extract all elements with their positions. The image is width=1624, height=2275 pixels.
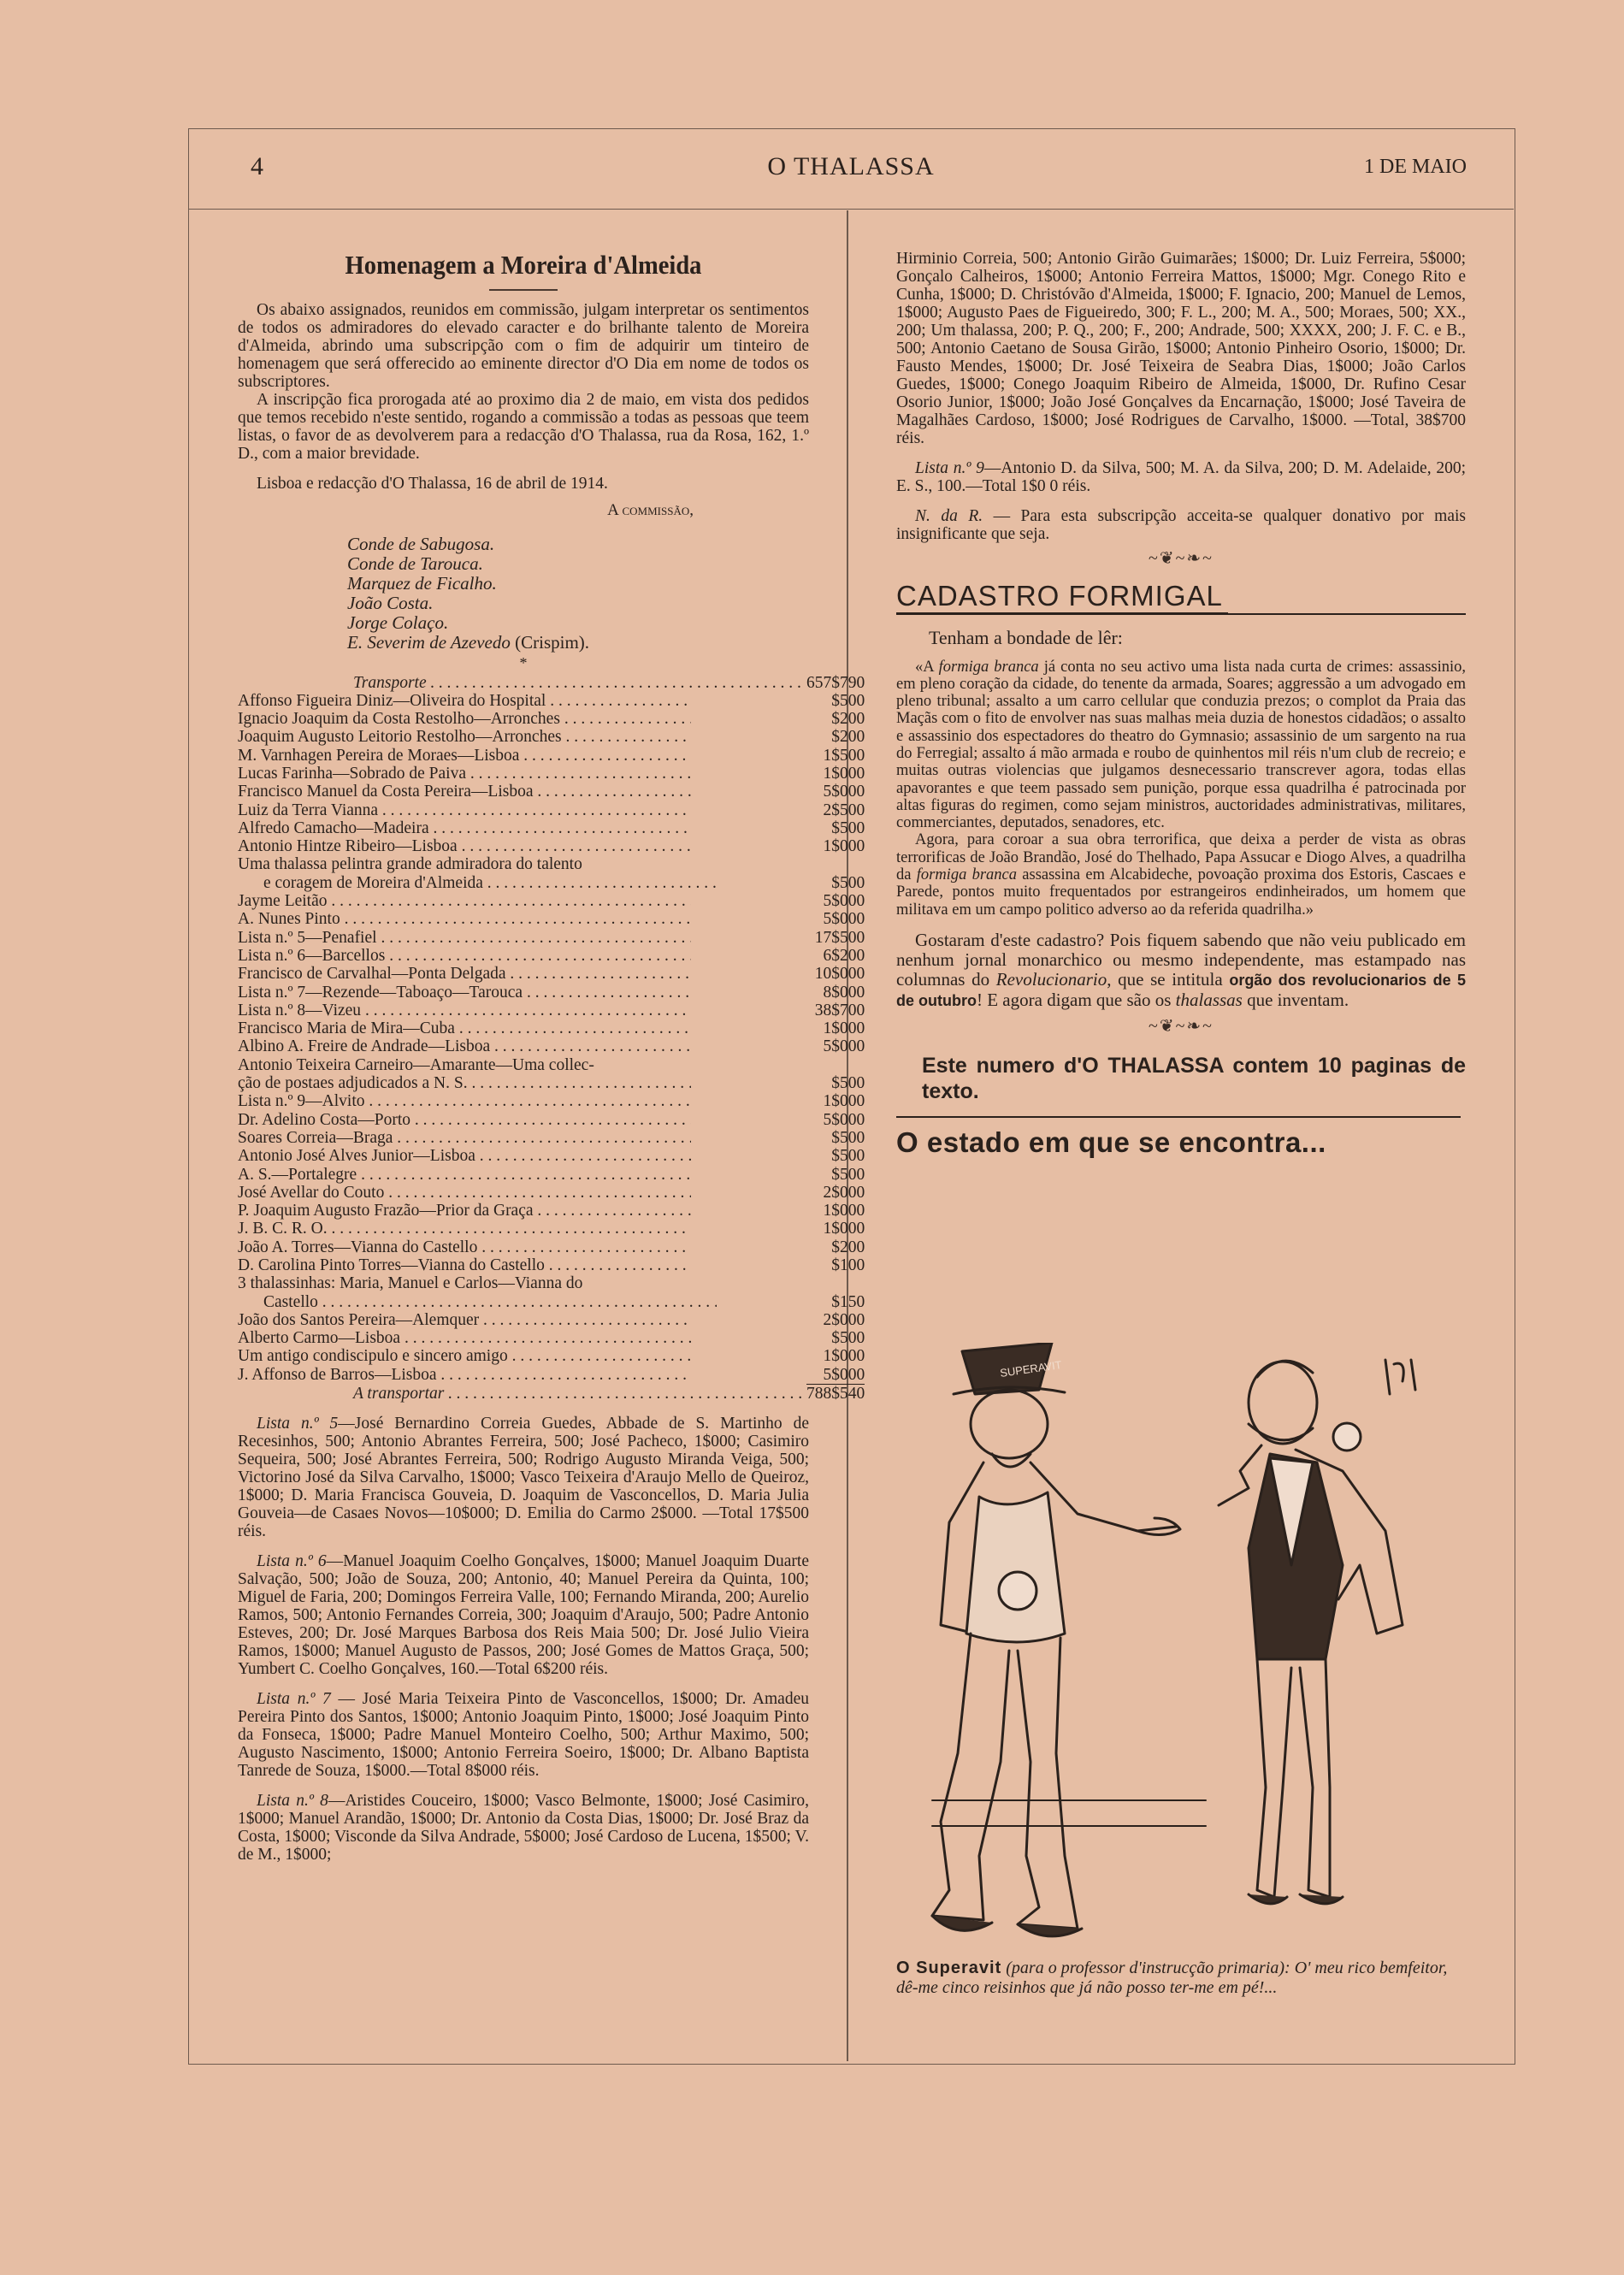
ledger-amount: $500 bbox=[831, 1165, 865, 1184]
cadastro-subtitle: Tenham a bondade de lêr: bbox=[929, 626, 1123, 648]
gost-c: ! E agora digam que são os bbox=[976, 989, 1176, 1010]
lista-9-label: Lista n.º 9 bbox=[915, 459, 984, 477]
ledger-amount: $500 bbox=[831, 1329, 865, 1348]
lista-6-label: Lista n.º 6 bbox=[257, 1552, 327, 1571]
ledger-name: João A. Torres—Vianna do Castello bbox=[238, 1238, 478, 1256]
ledger-row bbox=[238, 892, 865, 910]
ledger-amount: 5$000 bbox=[823, 892, 865, 911]
right-column bbox=[896, 250, 1467, 1158]
ledger-amount: 38$700 bbox=[814, 1001, 865, 1019]
ledger-amount bbox=[806, 1274, 865, 1292]
ledger-name: Lista n.º 9—Alvito bbox=[238, 1092, 365, 1111]
ledger-name: 3 thalassinhas: Maria, Manuel e Carlos—Vianna do bbox=[238, 1274, 583, 1293]
commission-label: A commissão, bbox=[607, 500, 694, 519]
ledger-row bbox=[238, 947, 865, 965]
ledger-row bbox=[238, 1274, 865, 1292]
ledger-name: Francisco Maria de Mira—Cuba bbox=[238, 1019, 455, 1038]
ledger-amount bbox=[806, 855, 865, 873]
ledger-amount: 1$000 bbox=[823, 1019, 865, 1038]
lista-7-text: — José Maria Teixeira Pinto de Vasconcellos, 1$000; Dr. Amadeu Pereira Pinto dos Santos, 1$000; Antonio Joaquim Pinto, 1$000; José Joaquim Pinto da Fonseca, 1$000; Padre Manuel Monteiro Coelho, 500; Arthur Maximo, 500; Augusto Nascimento, 1$000; Antonio Ferreira Soeiro, 1$000; Dr. Albano Baptista Tanrede de Souza, 1$000.—Total 8$000 réis. bbox=[238, 1690, 809, 1781]
pages-notice: Este numero d'O THALASSA contem 10 paginas de texto. bbox=[922, 1053, 1466, 1103]
ledger-row bbox=[238, 1111, 865, 1129]
ledger-name: ção de postaes adjudicados a N. S. bbox=[238, 1074, 468, 1093]
ledger-name: P. Joaquim Augusto Frazão—Prior da Graça bbox=[238, 1202, 534, 1220]
ledger-amount: 2$000 bbox=[823, 1310, 865, 1329]
ledger-name: Soares Correia—Braga bbox=[238, 1128, 393, 1147]
ledger-row bbox=[238, 965, 865, 983]
ledger-amount: $500 bbox=[831, 1128, 865, 1147]
cartoon-hat-label: SUPERAVIT bbox=[999, 1357, 1063, 1380]
ledger-name: Dr. Adelino Costa—Porto bbox=[238, 1110, 411, 1129]
signatory: Marquez de Ficalho. bbox=[347, 572, 497, 594]
page-number: 4 bbox=[251, 152, 263, 180]
ledger-row bbox=[238, 783, 865, 801]
ledger-amount: $150 bbox=[831, 1292, 865, 1311]
article-heading: Homenagem a Moreira d'Almeida bbox=[345, 250, 702, 280]
ledger-name: Um antigo condiscipulo e sincero amigo bbox=[238, 1347, 508, 1366]
lista-7-label: Lista n.º 7 bbox=[257, 1690, 331, 1709]
lista-9-paragraph bbox=[896, 459, 1466, 495]
lista-7-paragraph bbox=[238, 1690, 809, 1780]
ledger-amount: $200 bbox=[831, 710, 865, 729]
cadastro-quote-2 bbox=[896, 831, 1466, 918]
lista-6-paragraph bbox=[238, 1552, 809, 1678]
ledger-name: Antonio Teixeira Carneiro—Amarante—Uma collec- bbox=[238, 1055, 594, 1074]
caption-text: (para o professor d'instrucção primaria): O' meu rico bemfeitor, dê-me cinco reisinhos que já não posso ter-me em pé!... bbox=[896, 1959, 1448, 1997]
a-transportar-label: A transportar bbox=[353, 1385, 445, 1403]
ledger-name: D. Carolina Pinto Torres—Vianna do Castello bbox=[238, 1256, 545, 1274]
signatory: Conde de Tarouca. bbox=[347, 552, 483, 574]
ledger-amount: 5$000 bbox=[823, 910, 865, 929]
cartoon-caption bbox=[896, 1959, 1469, 1998]
ledger-amount: 17$500 bbox=[814, 928, 865, 947]
ornament-divider: ~❦~❧~ bbox=[1149, 549, 1214, 568]
gost-d: que inventam. bbox=[1242, 989, 1349, 1010]
ledger-amount: 8$000 bbox=[823, 983, 865, 1002]
ledger-row bbox=[238, 1002, 865, 1019]
ledger-amount: 5$000 bbox=[823, 1037, 865, 1056]
ledger-row bbox=[238, 1202, 865, 1220]
ledger-row bbox=[238, 1074, 865, 1092]
a-transportar-row bbox=[238, 1385, 865, 1403]
ledger-row bbox=[238, 1056, 865, 1074]
ledger-name: Alberto Carmo—Lisboa bbox=[238, 1329, 401, 1348]
ledger-amount: $500 bbox=[831, 1147, 865, 1166]
ledger-name: Castello bbox=[263, 1292, 318, 1311]
lista-5-paragraph bbox=[238, 1415, 809, 1540]
signatory: Jorge Colaço. bbox=[347, 612, 449, 633]
ledger-row bbox=[238, 1147, 865, 1165]
quote-open: «A bbox=[915, 658, 939, 676]
heading-rule bbox=[489, 289, 558, 291]
ledger-row bbox=[238, 910, 865, 928]
caption-name: O Superavit bbox=[896, 1959, 1002, 1977]
ledger-name: J. B. C. R. O. bbox=[238, 1220, 328, 1238]
cadastro-rule bbox=[896, 613, 1466, 615]
lista-8-paragraph bbox=[238, 1792, 809, 1864]
ledger-row bbox=[238, 1166, 865, 1184]
ledger-row bbox=[238, 765, 865, 783]
signatory bbox=[347, 633, 809, 653]
ledger-amount: 1$500 bbox=[823, 746, 865, 765]
transporte-label: Transporte bbox=[353, 673, 427, 692]
ledger-amount: $200 bbox=[831, 1238, 865, 1256]
commentary-paragraph bbox=[896, 931, 1466, 1011]
ledger-row bbox=[238, 1238, 865, 1256]
ledger-row bbox=[238, 692, 865, 710]
ledger-name: J. Affonso de Barros—Lisboa bbox=[238, 1366, 437, 1385]
lista-8-continuation: Hirminio Correia, 500; Antonio Girão Guimarães; 1$000; Dr. Luiz Ferreira, 5$000; Gonçalo Calheiros, 1$000; Antonio Ferreira Mattos, 1$000; Mgr. Conego Rito e Cunha, 1$000; D. Christóvão d'Almeida, 1$000; F. Ignacio, 200; Manuel de Lemos, 1$000; Augusto Paes de Figueiredo, 300; F. L., 200; M. A., 500; Moraes, 500; XX., 200; Um thalassa, 200; P. Q., 200; F., 200; Andrade, 500; XXXX, 200; J. F. C. e B., 500; Antonio Caetano de Sousa Girão, 1$000; Antonio Pinheiro Osorio, 1$000; Dr. Fausto Mendes, 1$000; Dr. José Teixeira de Seabra Dias, 1$000; João Carlos Guedes, 1$000; Conego Joaquim Ribeiro de Almeida, 1$000, Dr. Rufino Cesar Osorio Junior, 1$000; João José Gonçalves da Encarnação, 1$000; José Taveira de Magalhães Cardoso, 1$000; José Rodrigues de Carvalho, 1$000. —Total, 38$700 réis. bbox=[896, 250, 1466, 447]
quote-body: já conta no seu activo uma lista nada curta de crimes: assassinio, em pleno coração da cidade, do tenente da armada, Soares; aggressão a um advogado em pleno tribunal; assalto a um carro cellular que conduzia prezos; o complot da Praia das Maçãs com o fito de envolver nas suas malhas meia duzia de honestos cidadãos; o assalto e assassinio dos espectadores do theatro do Gymnasio; assassinio de um sargento na rua do Ferregial; assalto á mão armada e roubo de quinhentos mil réis n'um club de recreio; e muitas outras violencias que julgamos desnecessario transcrever agora, todas ellas apavorantes e que teem passado sem punição, porque essa quadrilha é patrocinada por altas figuras do regimen, como sejam ministros, auctoridades administrativas, militares, commerciantes, deputados, senadores, etc. bbox=[896, 658, 1467, 832]
ledger-row bbox=[238, 1220, 865, 1238]
ledger-name: João dos Santos Pereira—Alemquer bbox=[238, 1310, 480, 1329]
ledger-amount bbox=[806, 1056, 865, 1074]
signatories-list bbox=[238, 535, 809, 653]
ledger-name: Lista n.º 7—Rezende—Taboaço—Tarouca bbox=[238, 983, 523, 1002]
ledger-row bbox=[238, 1037, 865, 1055]
editor-note-label: N. da R. bbox=[915, 507, 983, 525]
ledger-amount: $500 bbox=[831, 691, 865, 710]
ledger-row bbox=[238, 984, 865, 1002]
ledger-row bbox=[238, 1311, 865, 1329]
lista-6-text: —Manuel Joaquim Coelho Gonçalves, 1$000; Manuel Joaquim Duarte Salvação, 500; João de Souza, 200; Antonio, 40; Manuel Pereira da Quinta, 100; Miguel de Faria, 200; Domingos Ferreira Valle, 100; Fernando Miranda, 200; Aurelio Ramos, 500; Antonio Fernandes Correia, 300; Joaquim d'Araujo, 500; Padre Antonio Esteves, 200; Dr. José Marques Barbosa dos Reis Maia 500; Dr. José Julio Vieira Ramos, 1$000; Manuel Augusto de Passos, 200; José Gomes de Mattos Graça, 500; Yumbert C. Coelho Gonçalves, 160.—Total 6$200 réis. bbox=[238, 1552, 809, 1679]
cartoon-title: O estado em que se encontra... bbox=[896, 1126, 1326, 1158]
ledger-amount: $500 bbox=[831, 818, 865, 837]
ledger-name: Francisco Manuel da Costa Pereira—Lisboa bbox=[238, 783, 534, 801]
editor-note-text: — Para esta subscripção acceita-se qualquer donativo por mais insignificante que seja. bbox=[896, 507, 1466, 543]
ledger-amount: $500 bbox=[831, 1074, 865, 1093]
signatory-name: E. Severim de Azevedo bbox=[347, 631, 511, 653]
ledger-name: Antonio Hintze Ribeiro—Lisboa bbox=[238, 837, 458, 856]
ledger-row bbox=[238, 1092, 865, 1110]
gost-italic-2: thalassas bbox=[1175, 989, 1243, 1010]
signatory: João Costa. bbox=[347, 592, 434, 613]
transporte-row bbox=[238, 674, 865, 692]
ledger-name: Lucas Farinha—Sobrado de Paiva bbox=[238, 764, 466, 783]
ledger-row bbox=[238, 1293, 865, 1311]
ledger-row bbox=[238, 1366, 865, 1385]
ledger-name: M. Varnhagen Pereira de Moraes—Lisboa bbox=[238, 746, 520, 765]
ledger-row bbox=[238, 801, 865, 819]
ledger-amount: 1$000 bbox=[823, 1202, 865, 1220]
lista-8-text: —Aristides Couceiro, 1$000; Vasco Belmonte, 1$000; José Casimiro, 1$000; Manuel Arandão, 1$000; Dr. Antonio da Costa Dias, 1$000; Dr. José Braz da Costa, 1$000; Visconde da Silva Andrade, 5$000; José Cardoso de Lucena, 1$500; V. de M., 1$000; bbox=[238, 1792, 809, 1864]
ledger-name: A. S.—Portalegre bbox=[238, 1165, 357, 1184]
ledger-row bbox=[238, 710, 865, 728]
gost-b: , que se intitula bbox=[1107, 968, 1230, 990]
ledger-name: Albino A. Freire de Andrade—Lisboa bbox=[238, 1037, 491, 1056]
ledger-name: A. Nunes Pinto bbox=[238, 910, 340, 929]
ledger-amount: 2$000 bbox=[823, 1183, 865, 1202]
ledger-amount: 1$000 bbox=[823, 1220, 865, 1238]
ledger-row bbox=[238, 837, 865, 855]
issue-date: 1 DE MAIO bbox=[1364, 156, 1467, 178]
ledger-row bbox=[238, 1129, 865, 1147]
date-line: Lisboa e redacção d'O Thalassa, 16 de abril de 1914. bbox=[257, 474, 608, 493]
editor-note bbox=[896, 507, 1466, 543]
ledger-amount: 1$000 bbox=[823, 1347, 865, 1366]
ledger-row bbox=[238, 874, 865, 892]
quote2-b: assassina em Alcabideche, povoação proxima dos Estoris, Cascaes e Parede, pontos muito frequentados por estrangeiros endinheirados, um homem que militava em um campo politico adverso ao da referida quadrilha.» bbox=[896, 866, 1466, 919]
quote-italic: formiga branca bbox=[938, 658, 1039, 676]
ledger-name: Lista n.º 6—Barcellos bbox=[238, 946, 386, 965]
ledger-row bbox=[238, 1329, 865, 1347]
ledger-amount: 5$000 bbox=[823, 1110, 865, 1129]
ledger-row bbox=[238, 855, 865, 873]
ledger-name: Lista n.º 8—Vizeu bbox=[238, 1001, 362, 1019]
ledger-name: Affonso Figueira Diniz—Oliveira do Hospital bbox=[238, 691, 546, 710]
ledger-name: Joaquim Augusto Leitorio Restolho—Arronches bbox=[238, 728, 562, 747]
ledger-name: Francisco de Carvalhal—Ponta Delgada bbox=[238, 965, 506, 984]
ledger-row bbox=[238, 929, 865, 947]
ledger-row bbox=[238, 819, 865, 837]
ledger-amount: 6$200 bbox=[823, 946, 865, 965]
ledger-row bbox=[238, 1256, 865, 1274]
extension-paragraph: A inscripção fica prorogada até ao proximo dia 2 de maio, em vista dos pedidos que temos recebido n'este sentido, rogando a commissão a todas as pessoas que teem listas, o favor de as devolverem para a redacção d'O Thalassa, rua da Rosa, 162, 1.º D., com a maior brevidade. bbox=[238, 390, 809, 463]
ledger-amount: 5$000 bbox=[823, 1365, 865, 1384]
ledger-row bbox=[238, 1347, 865, 1365]
ledger-name: Ignacio Joaquim da Costa Restolho—Arronches bbox=[238, 710, 560, 729]
ledger-name: Alfredo Camacho—Madeira bbox=[238, 818, 429, 837]
lista-5-text: —José Bernardino Correia Guedes, Abbade de S. Martinho de Recesinhos, 500; Antonio Abrantes Ferreira, 500; José Pacheco, 1$000; Casimiro Sequeira, 500; José Abrantes Ferreira, 500; Rodrigo Augusto Miranda Veiga, 500; Victorino José da Silva Carvalho, 1$000; Vasco Teixeira d'Araujo Mello de Queiroz, 1$000; D. Maria Francisca Gouveia, D. Joaquim de Vasconcellos, D. Maria Julia Gouveia—de Casaes Novos—10$000; D. Emilia do Carmo 2$000. —Total 17$500 réis. bbox=[238, 1415, 809, 1541]
ledger-amount: 5$000 bbox=[823, 783, 865, 801]
signatory-pseudonym: (Crispim). bbox=[515, 631, 590, 653]
gost-italic: Revolucionario bbox=[995, 968, 1107, 990]
ledger-amount: $500 bbox=[831, 873, 865, 892]
transporte-value: 657$790 bbox=[806, 673, 865, 692]
ledger-name: Luiz da Terra Vianna bbox=[238, 801, 379, 819]
newspaper-title: O THALASSA bbox=[767, 152, 935, 180]
ledger-amount: 1$000 bbox=[823, 1092, 865, 1111]
ledger-name: Jayme Leitão bbox=[238, 892, 328, 911]
intro-paragraph: Os abaixo assignados, reunidos em commissão, julgam interpretar os sentimentos de todos os admiradores do elevado caracter e do brilhante talento de Moreira d'Almeida, abrindo uma subscripção com o fim de adquirir um tinteiro de homenagem que será offerecido ao eminente director d'O Dia em nome de todos os subscriptores. bbox=[238, 300, 809, 391]
ledger-name: Uma thalassa pelintra grande admiradora do talento bbox=[238, 855, 582, 874]
page-header bbox=[188, 128, 1514, 210]
quote2-italic: formiga branca bbox=[916, 866, 1018, 884]
lista-8-label: Lista n.º 8 bbox=[257, 1792, 328, 1811]
ledger-row bbox=[238, 728, 865, 746]
ledger-name: José Avellar do Couto bbox=[238, 1183, 385, 1202]
gost-a: Gostaram d'este cadastro? Pois fiquem sabendo que não veiu publicado em nenhum jornal monarchico ou mesmo independente, mas estampado nas columnas do bbox=[896, 929, 1466, 990]
left-column bbox=[238, 250, 865, 1864]
ledger-amount: 1$000 bbox=[823, 764, 865, 783]
lista-9-text: —Antonio D. da Silva, 500; M. A. da Silva, 200; D. M. Adelaide, 200; E. S., 100.—Total 1$0 0 réis. bbox=[896, 459, 1466, 495]
subscription-ledger bbox=[238, 674, 865, 1403]
lista-5-label: Lista n.º 5 bbox=[257, 1415, 339, 1433]
notice-rule bbox=[896, 1116, 1461, 1118]
quote2-a: Agora, para coroar a sua obra terrorifica, que deixa a perder de vista as obras terrorificas de João Brandão, José do Thelhado, Papa Assucar e Diogo Alves, a quadrilha da bbox=[896, 831, 1466, 884]
gost-bold: orgão dos revolucionarios de 5 de outubro bbox=[896, 971, 1466, 1009]
ledger-amount: 10$000 bbox=[814, 965, 865, 984]
ledger-row bbox=[238, 1019, 865, 1037]
a-transportar-value: 788$540 bbox=[806, 1385, 865, 1403]
cadastro-quote bbox=[896, 659, 1466, 832]
cadastro-title: CADASTRO FORMIGAL bbox=[896, 580, 1228, 613]
ledger-name: e coragem de Moreira d'Almeida bbox=[263, 873, 483, 892]
ledger-row bbox=[238, 747, 865, 765]
asterisk-separator: * bbox=[519, 653, 528, 671]
cartoon-illustration bbox=[881, 1343, 1471, 1954]
ledger-amount: $100 bbox=[831, 1256, 865, 1274]
ledger-name: Antonio José Alves Junior—Lisboa bbox=[238, 1147, 475, 1166]
ledger-row bbox=[238, 1184, 865, 1202]
ledger-amount: 2$500 bbox=[823, 801, 865, 819]
ledger-amount: 1$000 bbox=[823, 837, 865, 856]
signatory: Conde de Sabugosa. bbox=[347, 533, 495, 554]
ledger-amount: $200 bbox=[831, 728, 865, 747]
ledger-name: Lista n.º 5—Penafiel bbox=[238, 928, 377, 947]
ornament-divider-2: ~❦~❧~ bbox=[1149, 1016, 1214, 1036]
